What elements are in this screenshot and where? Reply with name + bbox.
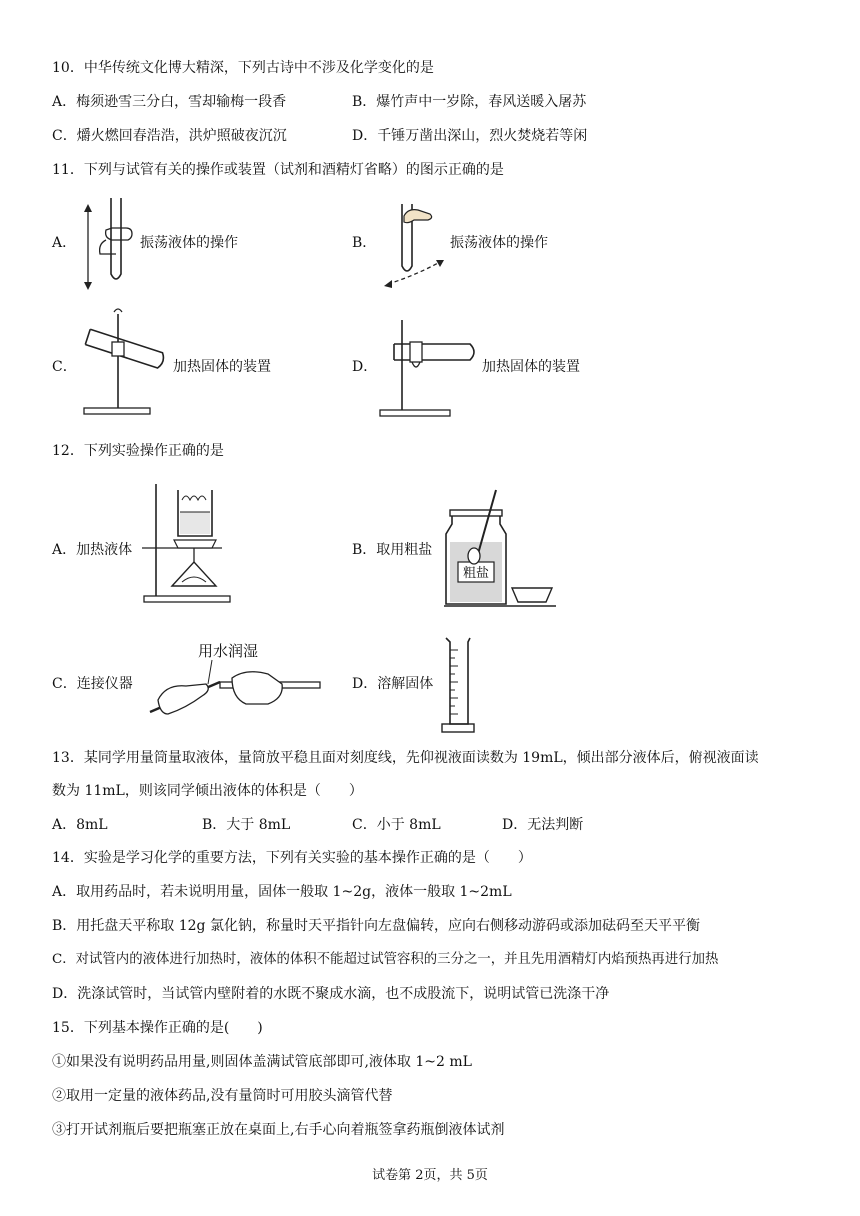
q11-option-b-letter: B． xyxy=(352,235,377,251)
q13-stem-line1: 13．某同学用量筒量取液体，量筒放平稳且面对刻度线，先仰视液面读数为 19mL，倾出部分液体后，俯视液面读 xyxy=(52,750,759,766)
q13-option-c: C．小于 8mL xyxy=(352,817,441,833)
page-footer: 试卷第 2页，共 5页 xyxy=(372,1168,488,1183)
q13-stem-line2: 数为 11mL，则该同学倾出液体的体积是（ ） xyxy=(52,783,363,799)
q12-b-jar-label: 粗盐 xyxy=(462,566,490,581)
q12-option-a: A．加热液体 xyxy=(52,542,133,558)
q10-option-d: D．千锤万凿出深山，烈火焚烧若等闲 xyxy=(352,128,588,144)
q12-d-graduated-cylinder-figure xyxy=(440,634,476,734)
q12-option-c: C．连接仪器 xyxy=(52,676,133,692)
q10-option-b: B．爆竹声中一岁除，春风送暖入屠苏 xyxy=(352,94,587,110)
q11-stem: 11．下列与试管有关的操作或装置（试剂和酒精灯省略）的图示正确的是 xyxy=(52,162,504,178)
q14-option-d: D．洗涤试管时，当试管内壁附着的水既不聚成水滴，也不成股流下，说明试管已洗涤干净 xyxy=(52,986,610,1002)
q11-d-heating-solid-apparatus xyxy=(378,312,486,420)
q11-b-caption: 振荡液体的操作 xyxy=(450,235,548,251)
q14-option-a: A．取用药品时，若未说明用量，固体一般取 1~2g，液体一般取 1~2mL xyxy=(52,884,512,900)
q15-item-2: ②取用一定量的液体药品,没有量筒时可用胶头滴管代替 xyxy=(52,1088,393,1104)
q12-c-connecting-apparatus-figure xyxy=(136,638,324,722)
q11-c-heating-solid-apparatus xyxy=(80,306,172,416)
q14-stem: 14．实验是学习化学的重要方法，下列有关实验的基本操作正确的是（ ） xyxy=(52,850,532,866)
q12-b-taking-salt-figure xyxy=(444,484,560,610)
q13-option-d: D．无法判断 xyxy=(502,817,584,833)
q10-stem: 10．中华传统文化博大精深，下列古诗中不涉及化学变化的是 xyxy=(52,60,434,76)
q15-stem: 15．下列基本操作正确的是( ) xyxy=(52,1020,263,1036)
q11-d-caption: 加热固体的装置 xyxy=(482,359,580,375)
q10-option-a: A．梅须逊雪三分白，雪却输梅一段香 xyxy=(52,94,287,110)
q11-a-shaking-tube-figure xyxy=(76,196,138,296)
q11-b-shaking-tube-figure xyxy=(378,196,450,296)
q11-c-caption: 加热固体的装置 xyxy=(173,359,271,375)
q11-option-c-letter: C． xyxy=(52,359,77,375)
q14-option-c: C．对试管内的液体进行加热时，液体的体积不能超过试管容积的三分之一，并且先用酒精灯内焰预热再进行加热 xyxy=(52,952,719,967)
q15-item-1: ①如果没有说明药品用量,则固体盖满试管底部即可,液体取 1~2 mL xyxy=(52,1054,472,1070)
q12-stem: 12．下列实验操作正确的是 xyxy=(52,443,224,459)
q11-option-a-letter: A． xyxy=(52,235,77,251)
q12-a-heating-liquid-figure xyxy=(142,478,234,606)
q13-option-a: A．8mL xyxy=(52,817,108,833)
q12-option-b: B．取用粗盐 xyxy=(352,542,433,558)
q15-item-3: ③打开试剂瓶后要把瓶塞正放在桌面上,右手心向着瓶签拿药瓶倒液体试剂 xyxy=(52,1122,505,1138)
q10-option-c: C．爝火燃回春浩浩，洪炉照破夜沉沉 xyxy=(52,128,287,144)
q11-option-d-letter: D． xyxy=(352,359,378,375)
q11-a-caption: 振荡液体的操作 xyxy=(140,235,238,251)
q13-option-b: B．大于 8mL xyxy=(202,817,291,833)
q12-c-fig-label: 用水润湿 xyxy=(198,642,259,660)
q12-option-d: D．溶解固体 xyxy=(352,676,434,692)
q14-option-b: B．用托盘天平称取 12g 氯化钠，称量时天平指针向左盘偏转，应向右侧移动游码或添加砝码至天平平衡 xyxy=(52,918,700,934)
